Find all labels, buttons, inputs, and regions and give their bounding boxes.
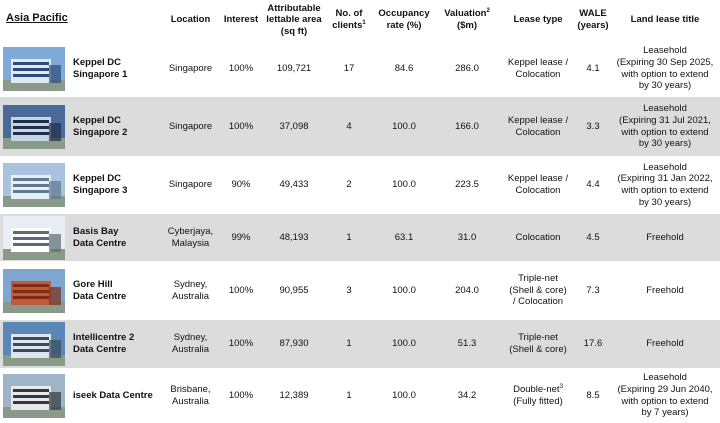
facility-interest: 100% (228, 338, 254, 350)
facility-lease-type: Triple-net (Shell & core) / Colocation (509, 273, 567, 308)
region-title: Asia Pacific (6, 12, 68, 24)
facility-valuation: 286.0 (455, 62, 479, 74)
table-row (0, 97, 720, 156)
facility-clients: 17 (343, 62, 355, 74)
facility-occupancy: 100.0 (392, 284, 416, 296)
facility-location: Singapore (168, 120, 213, 132)
data-centre-photo (3, 374, 65, 418)
facility-valuation: 166.0 (455, 120, 479, 132)
office-building-photo (3, 105, 65, 149)
office-building-photo (3, 163, 65, 207)
facility-clients: 1 (346, 231, 352, 243)
facility-location: Sydney, Australia (172, 278, 209, 302)
facility-wale: 8.5 (586, 389, 600, 401)
table-row (0, 261, 720, 320)
header-lettable-area: Attributable lettable area (sq ft) (266, 2, 322, 37)
facility-occupancy: 84.6 (394, 62, 414, 74)
header-land-lease-title: Land lease title (630, 14, 700, 26)
table-row (0, 156, 720, 214)
facility-name: Keppel DC Singapore 3 (73, 173, 128, 196)
facility-location: Singapore (168, 62, 213, 74)
facility-land-lease-title: Leasehold (Expiring 31 Jul 2021, with option to extend by 30 years) (619, 103, 711, 150)
facility-valuation: 204.0 (455, 284, 479, 296)
facility-lease-type: Keppel lease / Colocation (507, 56, 569, 80)
facility-interest: 100% (228, 389, 254, 401)
header-lease-type: Lease type (513, 14, 563, 26)
header-occupancy: Occupancy rate (%) (378, 8, 430, 31)
facility-name: iseek Data Centre (73, 389, 153, 401)
facility-name: Keppel DC Singapore 2 (73, 114, 128, 138)
facility-land-lease-title: Freehold (646, 284, 684, 296)
facility-lease-type: Keppel lease / Colocation (507, 173, 569, 196)
facility-interest: 99% (231, 231, 251, 243)
facility-occupancy: 100.0 (392, 120, 416, 132)
facility-lettable-area: 109,721 (276, 62, 312, 74)
facility-occupancy: 100.0 (392, 179, 416, 191)
table-row (0, 214, 720, 261)
header-clients: No. of clients$^1$ (332, 8, 366, 31)
facility-lease-type: Keppel lease / Colocation (507, 114, 569, 138)
table-row (0, 320, 720, 368)
facility-wale: 4.4 (586, 179, 600, 191)
data-centre-photo (3, 216, 65, 260)
facility-valuation: 31.0 (457, 231, 477, 243)
facility-lettable-area: 90,955 (279, 284, 309, 296)
facility-name: Basis Bay Data Centre (73, 225, 127, 249)
facility-location: Brisbane, Australia (170, 383, 211, 407)
facility-name: Keppel DC Singapore 1 (73, 56, 128, 80)
facility-wale: 7.3 (586, 284, 600, 296)
facility-lettable-area: 48,193 (279, 231, 309, 243)
facility-name: Intellicentre 2 Data Centre (73, 332, 135, 355)
data-centre-photo (3, 269, 65, 313)
facility-land-lease-title: Leasehold (Expiring 30 Sep 2025, with option to extend by 30 years) (616, 45, 714, 92)
table-row (0, 40, 720, 97)
facility-occupancy: 100.0 (392, 389, 416, 401)
facility-location: Singapore (168, 179, 213, 191)
facility-wale: 3.3 (586, 120, 600, 132)
facility-clients: 1 (346, 389, 352, 401)
facility-clients: 1 (346, 338, 352, 350)
facility-interest: 100% (228, 284, 254, 296)
facility-interest: 100% (228, 120, 254, 132)
header-interest: Interest (223, 14, 259, 26)
facility-clients: 2 (346, 179, 352, 191)
table-header (0, 0, 720, 40)
office-building-photo (3, 47, 65, 91)
facility-lease-type: Colocation (515, 231, 561, 243)
header-valuation: Valuation$^2$ ($m) (444, 8, 490, 31)
header-location: Location (170, 14, 211, 26)
facility-wale: 4.5 (586, 231, 600, 243)
table-row (0, 368, 720, 423)
facility-clients: 3 (346, 284, 352, 296)
facility-occupancy: 63.1 (394, 231, 414, 243)
facility-wale: 4.1 (586, 62, 600, 74)
facility-land-lease-title: Leasehold (Expiring 31 Jan 2022, with option to extend by 30 years) (617, 161, 713, 208)
facility-name: Gore Hill Data Centre (73, 278, 127, 302)
facility-valuation: 223.5 (455, 179, 479, 191)
facility-lettable-area: 87,930 (279, 338, 309, 350)
facility-lettable-area: 37,098 (279, 120, 309, 132)
facility-wale: 17.6 (583, 338, 603, 350)
facility-land-lease-title: Freehold (646, 231, 684, 243)
facility-clients: 4 (346, 120, 352, 132)
header-wale: WALE (years) (577, 8, 609, 31)
facility-land-lease-title: Leasehold (Expiring 29 Jun 2040, with option to extend by 7 years) (617, 372, 713, 419)
facility-interest: 100% (228, 62, 254, 74)
data-centre-photo (3, 322, 65, 366)
facility-lease-type: Double-net$^3$ (Fully fitted) (513, 383, 563, 407)
facility-valuation: 34.2 (457, 389, 477, 401)
facility-interest: 90% (231, 179, 251, 191)
facility-land-lease-title: Freehold (646, 338, 684, 350)
facility-lettable-area: 12,389 (279, 389, 309, 401)
facility-valuation: 51.3 (457, 338, 477, 350)
facility-lease-type: Triple-net (Shell & core) (509, 332, 567, 355)
facility-location: Sydney, Australia (172, 332, 209, 355)
facility-occupancy: 100.0 (392, 338, 416, 350)
facility-location: Cyberjaya, Malaysia (167, 225, 214, 249)
facility-lettable-area: 49,433 (279, 179, 309, 191)
